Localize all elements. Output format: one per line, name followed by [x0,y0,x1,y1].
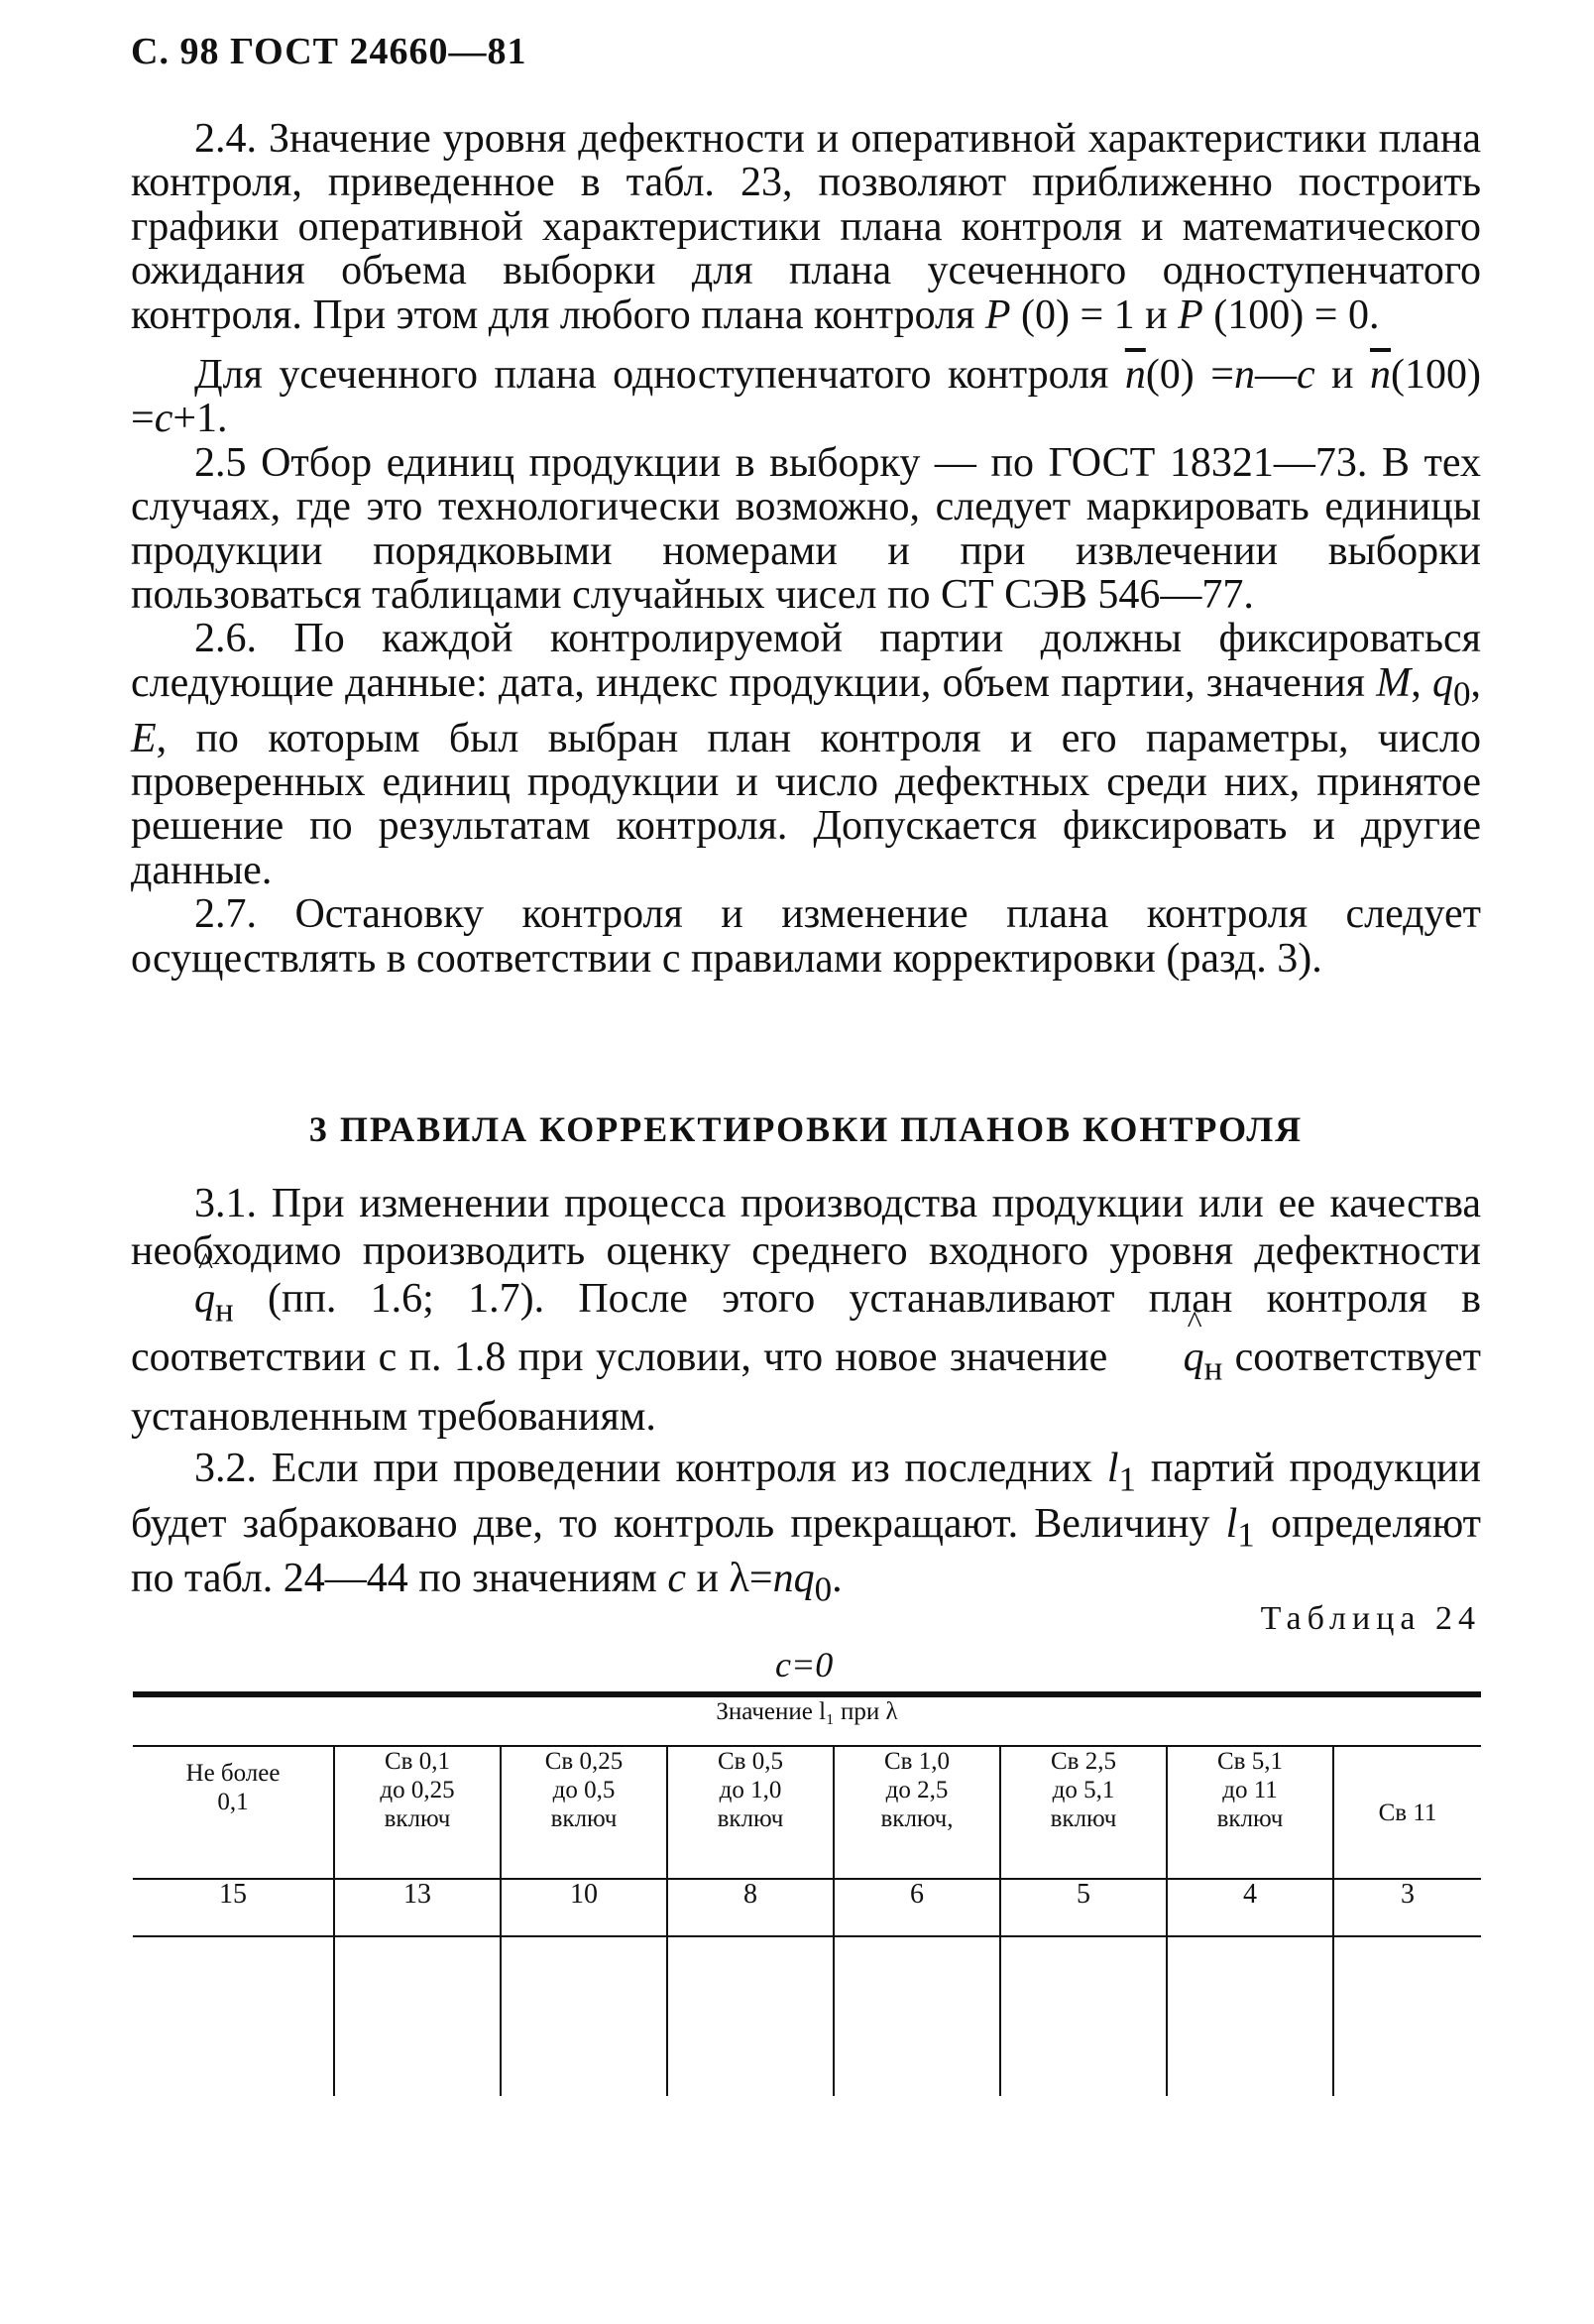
p26-text-a: 2.6. По каждой контролируемой партии должны фиксироваться следующие данные: дата, индекс продукции, объем партии, значения [131,616,1481,706]
p31-text-a: 3.1. При изменении процесса производства продукции или ее качества необходимо производить оценку среднего входного уровня дефектности [131,1181,1481,1274]
col-header-5 [1000,1746,1167,1879]
paragraph-2-6 [131,617,1481,892]
p24-var-p1: P [984,291,1011,338]
col5-line1: Св 2,5 [1051,1748,1116,1775]
col3-line1: Св 0,5 [718,1748,783,1775]
p31-sub-n1: н [215,1290,234,1330]
p31-sub-n2: н [1203,1348,1223,1388]
p24b-var-nbar1: $\overline{n}$ [1124,352,1146,399]
p26-var-m: M [1376,659,1412,706]
col4-line1: Св 1,0 [884,1748,950,1775]
p24-text-e: (100) = 0. [1202,291,1380,338]
p24b-text-a: Для усеченного плана одноступенчатого контроля [194,352,1125,399]
p31-var-q2: q [1183,1335,1204,1381]
p32-sub-0: 0 [814,1569,833,1609]
col-header-3 [667,1746,834,1879]
p32-sub-1a: 1 [1118,1459,1137,1499]
q-hat-1 [131,1275,234,1334]
p31-text-d: (пп. 1.6; 1.7). После этого устанавливают план контроля в соответствии с п. 1.8 при условии, что новое значение [131,1276,1481,1381]
table-cell: 3 [1333,1880,1481,1936]
q-hat-2 [1120,1334,1223,1392]
col7-line1: Св 11 [1378,1799,1437,1826]
col5-line2: до 5,1 [1052,1777,1115,1803]
p24b-var-n: n [1233,352,1255,399]
col3-line2: до 1,0 [719,1777,782,1803]
paragraph-3-1 [131,1180,1481,1441]
col1-line3: включ [384,1805,451,1832]
table-cell: 6 [834,1880,1000,1936]
col1-line1: Св 0,1 [385,1748,450,1775]
table-column-headers [133,1746,1481,1879]
col6-line3: включ [1216,1805,1284,1832]
p32-var-nq: nq [772,1556,815,1602]
table-cell: 13 [334,1880,501,1936]
p24b-var-nbar2: $\overline{n}$ [1370,352,1391,399]
col-header-2 [501,1746,667,1879]
paragraph-2-5: 2.5 Отбор единиц продукции в выборку — по ГОСТ 18321—73. В тех случаях, где это технологически возможно, следует маркировать единицы продукции порядковыми номерами и при извлечении выборки пользоваться таблицами случайных чисел по СТ СЭВ 546—77. [131,439,1481,619]
col0-line1: Не более [185,1760,281,1787]
blank-cell [667,1936,834,2096]
col-header-6 [1167,1746,1333,1879]
col2-line2: до 0,5 [552,1777,616,1803]
table-24 [133,1691,1481,2096]
col6-line1: Св 5,1 [1217,1748,1283,1775]
paragraph-2-7: 2.7. Остановку контроля и изменение плана контроля следует осуществлять в соответствии с правилами корректировки (разд. 3). [131,891,1481,982]
col-header-7 [1333,1746,1481,1879]
p24-text-c: (0) = 1 и [1010,291,1179,338]
paragraph-2-4-b [131,353,1481,441]
p24-var-p2: P [1178,291,1203,338]
p24-text-a: 2.4. Значение уровня дефектности и оперативной характеристики плана контроля, приведенное в табл. 23, позволяют приближенно построить графики оперативной характеристики плана контроля и математического ожидания объема выборки для плана усеченного одноступенчатого контроля. При этом для любого плана контроля [131,116,1481,338]
col5-line3: включ [1050,1805,1117,1832]
col6-line2: до 11 [1222,1777,1278,1803]
p32-var-l2: l [1225,1500,1238,1547]
col-header-4 [834,1746,1000,1879]
col-header-0 [133,1746,334,1879]
body-text-top [131,117,1481,981]
p32-text-d: партий продукции будет забраковано две, то контроль прекращают. Величину [131,1445,1482,1547]
table-group-header: Значение l₁ при λ [133,1694,1481,1746]
col2-line3: включ [550,1805,618,1832]
table-c-label: c=0 [775,1645,834,1685]
blank-cell [133,1936,334,2096]
col2-line1: Св 0,25 [544,1748,624,1775]
page-header: С. 98 ГОСТ 24660—81 [131,31,527,72]
p24b-text-c: (0) = [1145,352,1234,399]
p26-var-e: E [131,715,157,761]
p24b-text-k: +1. [172,396,228,442]
table-cell: 15 [219,1879,247,1910]
p32-var-c: c [667,1556,687,1602]
col-header-1 [334,1746,501,1879]
p32-var-l1: l [1106,1445,1119,1491]
table-cell: 10 [501,1880,667,1936]
col0-line2: 0,1 [217,1789,249,1815]
section-title: 3 ПРАВИЛА КОРРЕКТИРОВКИ ПЛАНОВ КОНТРОЛЯ [308,1109,1304,1149]
blank-cell [334,1936,501,2096]
p26-text-f: , [1470,659,1482,706]
col4-line3: включ, [880,1805,954,1832]
p26-var-q: q [1432,659,1454,706]
paragraph-3-2 [131,1447,1481,1612]
p26-sub-0: 0 [1453,674,1471,714]
p24b-text-e: — [1254,352,1297,399]
table-group-header-row [133,1694,1481,1746]
blank-cell [1000,1936,1167,2096]
p24b-var-c1: c [1296,352,1315,399]
p32-sub-1b: 1 [1237,1514,1255,1554]
col3-line3: включ [717,1805,784,1832]
table-blank-row [133,1936,1481,2096]
table-row [133,1880,1481,1936]
blank-cell [1333,1936,1481,2096]
p32-text-l: . [832,1556,843,1602]
table-cell: 4 [1167,1880,1333,1936]
table-caption: Таблица 24 [1260,1600,1481,1637]
p31-text-g: соответствует установленным требованиям. [131,1335,1481,1440]
table-cell: 8 [667,1880,834,1936]
p32-text-i: и λ= [686,1556,773,1602]
p24b-var-c2: c [154,396,173,442]
col4-line2: до 2,5 [885,1777,949,1803]
p26-text-h: , по которым был выбран план контроля и его параметры, число проверенных единиц продукции и число дефектных среди них, принятое решение по результатам контроля. Допускается фиксировать и другие данные. [131,715,1481,893]
p32-text-a: 3.2. Если при проведении контроля из последних [194,1445,1107,1491]
p32-text-g: определяют по табл. 24—44 по значениям [131,1500,1481,1602]
blank-cell [501,1936,667,2096]
body-text-bottom [131,1180,1481,1612]
col1-line2: до 0,25 [380,1777,455,1803]
p26-text-c: , [1411,659,1433,706]
table-cell: 5 [1000,1880,1167,1936]
blank-cell [834,1936,1000,2096]
p24b-text-g: и [1314,352,1370,399]
p31-var-q1: q [194,1276,215,1322]
blank-cell [1167,1936,1333,2096]
paragraph-2-4 [131,117,1481,337]
p24b-text-i: (100) = [131,352,1481,442]
